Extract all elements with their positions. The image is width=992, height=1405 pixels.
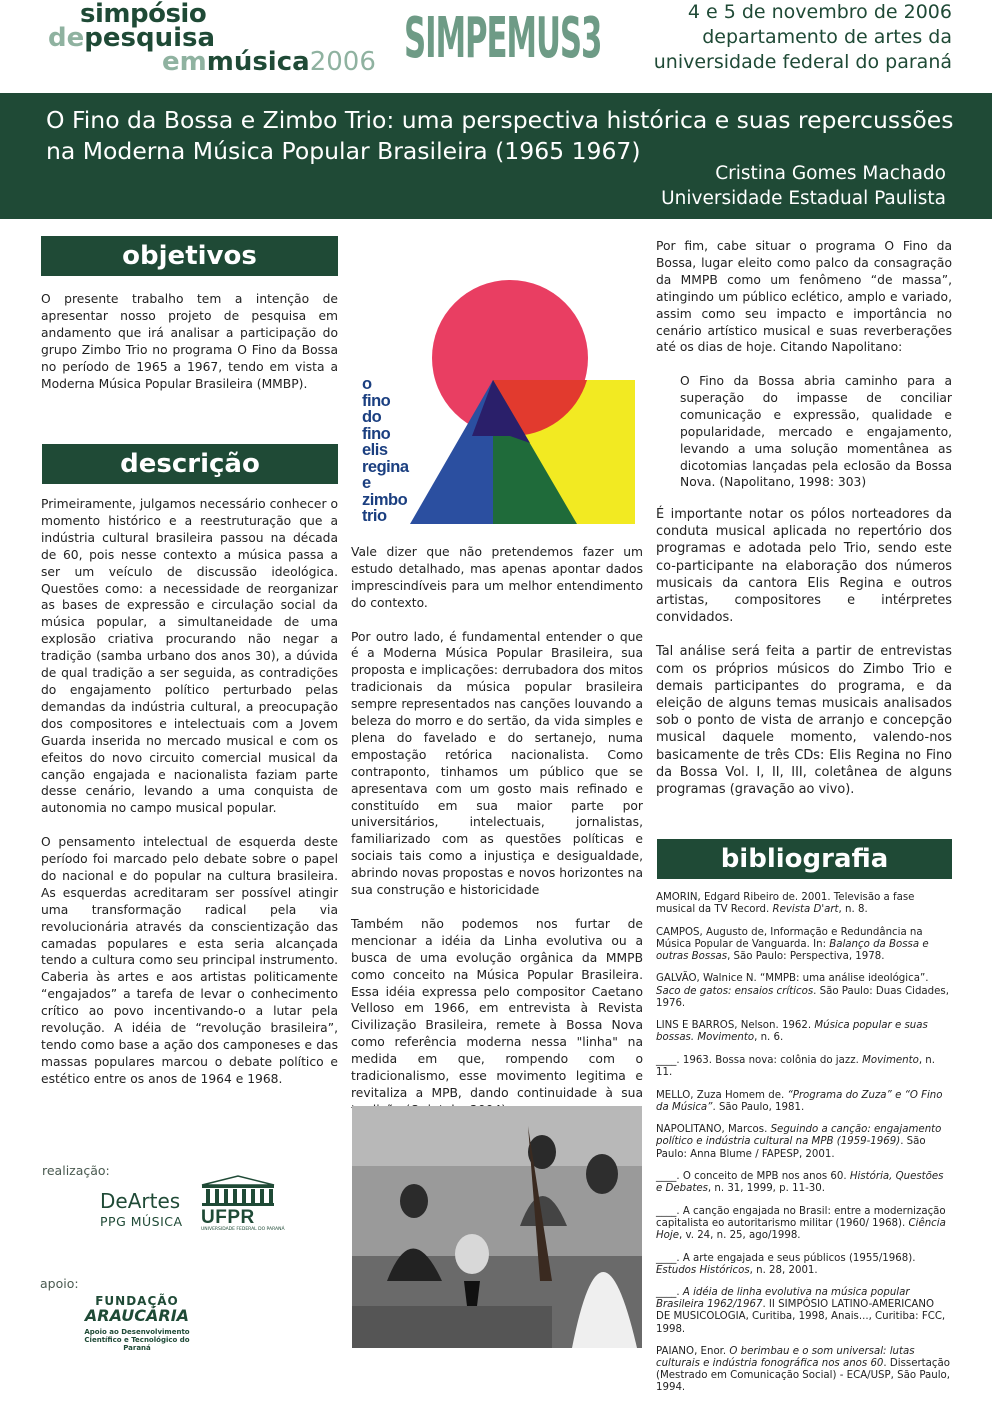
ref-title: “Programa do Zuza” e “O Fino da Música” <box>656 1089 943 1113</box>
middle-paragraph-2: Por outro lado, é fundamental entender o que é a Moderna Música Popular Brasileira, sua proposta e implicações: derrubadora dos mitos tradicionais da música popular brasileira sempre representados nas canções louvando a beleza do morro e do sertão, da vida simples e plena do favelado e do sertanejo, numa empostação retórica nacionalista. Como contraponto, tinhamos um público que se apresentava com um gosto mais refinado e constituído em sua maior parte por universitários, intelectuais, jornalistas, familiarizado com as questões políticas e sociais tais como a injustiça e desigualdade, abrindo novas propostas e novos horizontes na sua construção e historicidade <box>351 629 643 898</box>
graphic-word: trio <box>362 507 387 525</box>
napolitano-quote: O Fino da Bossa abria caminho para a superação do impasse de conciliar comunicação e expressão, qualidade e popularidade, mercado e engajamento, levando a uma solução momentânea as dicotomias lançadas pela eclosão da Bossa Nova. (Napolitano, 1998: 303) <box>680 374 952 490</box>
ref-details: , n. 6. <box>754 1032 784 1044</box>
symposium-logo <box>44 0 376 80</box>
fundacao-word: FUNDAÇÃO <box>95 1294 179 1308</box>
section-header-objetivos: objetivos <box>41 236 338 276</box>
graphic-word: fino <box>362 424 391 443</box>
event-date-block <box>654 0 952 75</box>
ufpr-sub: UNIVERSIDADE FEDERAL DO PARANÁ <box>201 1227 285 1232</box>
objetivos-paragraph: O presente trabalho tem a intenção de apresentar nosso projeto de pesquisa em andamento que irá analisar a participação do grupo Zimbo Trio no programa O Fino da Bossa no período de 1965 a 1967, tendo em vista a Moderna Música Popular Brasileira (MMBP). <box>41 292 338 391</box>
ref-title: Música popular e suas bossas. Movimento <box>656 1020 928 1044</box>
ref-title: Movimento <box>862 1054 919 1066</box>
ref-details: . São Paulo, 1981. <box>712 1101 805 1113</box>
author-name: Cristina Gomes Machado <box>715 163 946 184</box>
logo-de: de <box>48 23 85 53</box>
ref-text: GALVÃO, Walnice N. “MMPB: uma análise ideológica”. <box>656 973 929 985</box>
graphic-word: elis <box>362 441 388 459</box>
descricao-paragraph-1: Primeiramente, julgamos necessário conhecer o momento histórico e a reestruturação que a indústria cultural brasileira passou na década de 60, pois nesse contexto a música passa a ser um veículo de discussão ideológica. Questões como: a necessidade de reorganizar as bases de expressão e circulação social da música popular, a simultaneidade de uma explosão criativa procurando não negar a tradição (samba urbano dos anos 30), a dúvida de qual tradição a ser seguida, as contradições do engajamento político perturbado pelas demandas da indústria cultural, a preocupação dos compositores e intelectuais com a Jovem Guarda inserida no mercado musical e com os efeitos do novo circuito comercial musical da canção engajada e nacionalista faziam parte desse cenário, levando a uma conquista de autonomia no campo musical popular. <box>41 497 338 816</box>
ref-title: Ciência Hoje <box>656 1217 946 1241</box>
bibliography-entry <box>656 927 951 963</box>
section-header-descricao: descrição <box>42 444 338 484</box>
logo-line-1: simpósio <box>80 0 207 29</box>
bibliography-list <box>656 892 951 1405</box>
bibliography-entry <box>656 1171 951 1195</box>
bibliography-entry <box>656 1253 951 1277</box>
graphic-word: zimbo <box>362 490 408 509</box>
middle-paragraph-3: Também não podemos nos furtar de mencionar a idéia da Linha evolutiva ou a busca de uma evolução orgânica da MMPB como conceito na Música Popular Brasileira. Essa idéia expressa pelo compositor Caetano Velloso em 1966, em entrevista à Revista Civilização Brasileira, remete à Bossa Nova como referência moderna nessa "linha" na medida em que, rompendo com o tradicionalismo, esse movimento legitima e revitaliza a MPB, dando continuidade à sua <box>351 916 643 1100</box>
title-banner <box>0 93 992 219</box>
middle-text <box>351 544 643 1136</box>
realizacao-label: realização: <box>42 1163 110 1178</box>
ref-text: AMORIN, Edgard Ribeiro de. 2001. Televisão a fase musical da TV Record. <box>656 892 915 916</box>
event-university: universidade federal do paraná <box>653 51 952 73</box>
bibliography-entry <box>656 973 951 1009</box>
fino-da-bossa-graphic <box>358 276 638 531</box>
ref-details: . São Paulo: Duas Cidades, 1976. <box>656 985 949 1009</box>
ref-title: Seguindo a canção: engajamento político e indústria cultural na MPB (1959-1969) <box>656 1124 942 1148</box>
right-text-top <box>656 238 952 373</box>
ref-title: Estudos Históricos <box>656 1264 750 1276</box>
ref-title: Balanço da Bossa e outras Bossas <box>656 938 929 962</box>
graphic-vertical-text <box>362 376 409 525</box>
middle-paragraph-1: Vale dizer que não pretendemos fazer um estudo detalhado, mas apenas apontar dados imprescindíveis para um melhor entendimento do contexto. <box>351 545 643 610</box>
bibliography-entry <box>656 1206 951 1242</box>
graphic-word: fino <box>362 391 391 410</box>
right-paragraph-3: Tal análise será feita a partir de entrevistas com os próprios músicos do Zimbo Trio e demais participantes do programa, e da eleição de alguns temas musicais analisados sob o ponto de vista de arranjo e concepção musical daquele momento, valendo-nos basicamente de três CDs: Elis Regina no Fino da Bossa Vol. I, II, III, coletânea de alguns programas (gravação ao vivo). <box>656 644 952 797</box>
ref-title: A idéia de linha evolutiva na música popular Brasileira 1962/1967 <box>656 1287 910 1311</box>
author-block <box>661 161 946 211</box>
right-paragraph-2: É importante notar os pólos norteadores da conduta musical aplicada no repertório dos programas e adotada pelo Trio, sendo este co-participante na elaboração dos números musicais da cantora Elis Regina e outros artistas, compositores e intérpretes convidados. <box>656 507 952 626</box>
fundacao-araucaria-logo <box>72 1294 202 1352</box>
apoio-label: apoio: <box>40 1276 79 1291</box>
deartes-name: DeArtes <box>100 1189 181 1213</box>
ref-details: , v. 24, n. 25, ago/1998. <box>679 1229 801 1241</box>
poster-title: O Fino da Bossa e Zimbo Trio: uma perspectiva histórica e suas repercussões na Moderna Música Popular Brasileira (1965 1967) <box>46 106 954 165</box>
deartes-logo <box>100 1190 183 1229</box>
ref-text: MELLO, Zuza Homem de. <box>656 1089 788 1101</box>
geometric-shapes <box>410 276 636 526</box>
bibliography-entry <box>656 1124 951 1160</box>
ref-title: O berimbau e o som universal: lutas culturais e indústria fonográfica nos anos 60 <box>656 1346 915 1370</box>
descricao-text <box>41 496 338 1105</box>
ref-details: . Dissertação (Mestrado em Comunicação Social) - ECA/USP, São Paulo, 1994. <box>656 1358 950 1394</box>
logo-em: em <box>162 47 207 77</box>
photo-musicians <box>352 1106 642 1348</box>
ref-text: PAIANO, Enor. <box>656 1346 730 1358</box>
event-dept: departamento de artes da <box>702 26 952 48</box>
ref-title: Revista D'art <box>772 904 839 916</box>
ref-details: , n. 28, 2001. <box>749 1264 818 1276</box>
ref-text: ____. A arte engajada e seus públicos (1955/1968). <box>656 1252 916 1264</box>
ref-text: ____. 1963. Bossa nova: colônia do jazz. <box>656 1054 863 1066</box>
right-text-bottom <box>656 506 952 815</box>
ref-details: , São Paulo: Perspectiva, 1978. <box>727 950 885 962</box>
objetivos-text <box>41 291 338 409</box>
bibliography-entry <box>656 1090 951 1114</box>
right-paragraph-1: Por fim, cabe situar o programa O Fino da Bossa, lugar eleito como palco da consagração da MMPB como um fenômeno “de massa”, atingindo um público eclético, amplo e variado, assim como seu impacto e importância no cenário artístico musical e suas reverberações até os dias de hoje. Citando Napolitano: <box>656 239 952 355</box>
author-institution: Universidade Estadual Paulista <box>661 188 946 209</box>
graphic-word: regina <box>362 457 409 476</box>
bibliography-entry <box>656 1020 951 1044</box>
ref-title: Saco de gatos: ensaios críticos <box>656 985 814 997</box>
ref-text: ____. O conceito de MPB nos anos 60. <box>656 1171 850 1183</box>
ref-title: História, Questões e Debates <box>656 1171 944 1195</box>
ref-details: , n. 11. <box>656 1054 935 1079</box>
logo-pesquisa: pesquisa <box>84 23 216 53</box>
ref-text: CAMPOS, Augusto de, Informação e Redundância na Música Popular de Vanguarda. In: <box>656 926 923 950</box>
graphic-word: o <box>362 375 372 393</box>
graphic-word: do <box>362 408 382 426</box>
logo-year: 2006 <box>309 47 376 77</box>
descricao-paragraph-2: O pensamento intelectual de esquerda deste período foi marcado pelo debate sobre o papel do nacional e do popular na cultura brasileira. As esquerdas acreditaram ser possível atingir uma transformação radical pela via revolucionária através da conscientização das camadas populares e esta seria alcançada tendo a cultura como seu principal instrumento. Caberia às artes e aos artistas politicamente “engajados” a tarefa de levar o conhecimento crítico ao povo incentivando-o a lutar pela revolução. A idéia de “revolução brasileira”, tendo como base a ação dos camponeses e das massas populares marcou o debate político e estético entre os anos de 1964 e 1968. <box>41 835 338 1086</box>
event-date: 4 e 5 de novembro de 2006 <box>687 1 952 23</box>
ufpr-building-icon <box>198 1175 278 1207</box>
ref-details: , n. 8. <box>838 904 868 916</box>
bibliography-entry <box>656 1055 951 1079</box>
bibliography-entry <box>656 892 951 916</box>
section-header-bibliografia: bibliografia <box>657 839 952 879</box>
ref-details: . II SIMPÓSIO LATINO-AMERICANO DE MUSICOLOGIA, Curitiba, 1998, Anais..., Curitiba: FCC, 1998. <box>656 1299 946 1335</box>
bibliography-entry <box>656 1287 951 1335</box>
ufpr-logo <box>198 1175 285 1232</box>
deartes-sub: PPG MÚSICA <box>100 1214 183 1229</box>
graphic-word: e <box>362 474 371 492</box>
fundacao-tagline: Apoio ao Desenvolvimento Científico e Tecnológico do Paraná <box>84 1328 190 1352</box>
logo-musica: música <box>206 47 310 77</box>
musicians-photo <box>352 1106 642 1348</box>
simpemus-logo: SIMPEMUS3 <box>404 6 602 71</box>
ufpr-name: UFPR <box>201 1207 255 1228</box>
araucaria-word: ARAUCÁRIA <box>84 1306 190 1325</box>
logo-line-3 <box>162 48 376 76</box>
ref-text: NAPOLITANO, Marcos. <box>656 1124 771 1136</box>
ref-text: LINS E BARROS, Nelson. 1962. <box>656 1020 815 1032</box>
ref-details: , n. 31, 1999, p. 11-30. <box>707 1183 825 1195</box>
ref-text: ____. <box>656 1287 683 1299</box>
bibliography-entry <box>656 1346 951 1394</box>
ref-text: ____. A canção engajada no Brasil: entre a modernização capitalista eo autoritarismo militar (1960/ 1968). <box>656 1205 946 1229</box>
ref-details: . São Paulo: Anna Blume / FAPESP, 2001. <box>656 1136 926 1160</box>
